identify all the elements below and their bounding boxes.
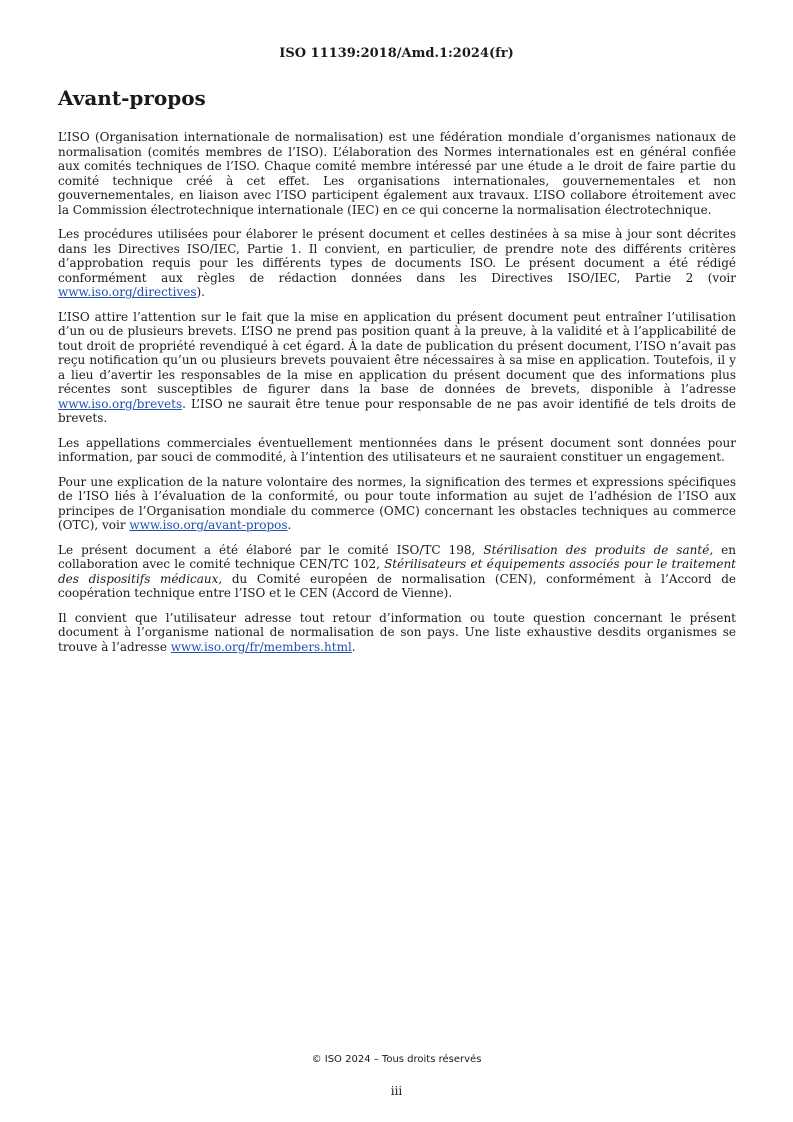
page-number: iii <box>390 1084 403 1098</box>
paragraph-3-end: . L’ISO ne saurait être tenue pour responsable de ne pas avoir identifié de tels droits de brevets. <box>58 396 736 425</box>
foreword-link[interactable]: www.iso.org/avant-propos <box>129 518 288 532</box>
paragraph-7-text: Il convient que l’utilisateur adresse tout retour d’information ou toute question concernant le présent document à l’organisme national de normalisation de son pays. Une liste exhaustive desdits organismes se trouve à l’adresse <box>58 610 736 654</box>
paragraph-2-end: ). <box>196 285 205 299</box>
paragraph-6-text-1: Le présent document a été élaboré par le comité ISO/TC 198, <box>58 542 484 557</box>
copyright-notice: © ISO 2024 – Tous droits réservés <box>311 1054 482 1065</box>
paragraph-2 <box>58 227 736 300</box>
paragraph-7 <box>58 611 736 655</box>
paragraph-1: L’ISO (Organisation internationale de normalisation) est une fédération mondiale d’organismes nationaux de normalisation (comités membres de l’ISO). L’élaboration des Normes internationales est en général confiée aux comités techniques de l’ISO. Chaque comité membre intéressé par une étude a le droit de faire partie du comité technique créé à cet effet. Les organisations internationales, gouvernementales et non gouvernementales, en liaison avec l’ISO participent également aux travaux. L’ISO collabore étroitement avec la Commission électrotechnique internationale (IEC) en ce qui concerne la normalisation électrotechnique. <box>58 130 736 217</box>
patents-link[interactable]: www.iso.org/brevets <box>58 396 183 411</box>
members-link[interactable]: www.iso.org/fr/members.html <box>170 639 352 654</box>
page-title: Avant-propos <box>58 86 206 110</box>
paragraph-3-text: L’ISO attire l’attention sur le fait que la mise en application du présent document peut entraîner l’utilisation d’un ou de plusieurs brevets. L’ISO ne prend pas position quant à la preuve, à la validité et à l’applicabilité de tout droit de propriété revendiqué à cet égard. À la date de publication du présent document, l’ISO n’avait pas reçu notification qu’un ou plusieurs brevets pouvaient être nécessaires à sa mise en application. Toutefois, il y a lieu d’avertir les responsables de la mise en application du présent document que des informations plus récentes sont susceptibles de figurer dans la base de données de brevets, disponible à l’adresse <box>58 309 736 396</box>
paragraph-6-text-3: du Comité européen de normalisation (CEN), conformément à l’Accord de coopération technique entre l’ISO et le CEN (Accord de Vienne). <box>58 571 736 600</box>
directives-link[interactable]: www.iso.org/directives <box>58 285 197 299</box>
paragraph-4: Les appellations commerciales éventuellement mentionnées dans le présent document sont données pour information, par souci de commodité, à l’intention des utilisateurs et ne sauraient constituer un engagement. <box>58 435 736 464</box>
paragraph-6-italic-1: Stérilisation des produits de santé, <box>483 542 714 557</box>
paragraph-5-end: . <box>287 518 292 532</box>
paragraph-7-end: . <box>351 639 356 654</box>
document-body <box>58 130 736 664</box>
paragraph-5-text: Pour une explication de la nature volontaire des normes, la signification des termes et expressions spécifiques de l’ISO liés à l’évaluation de la conformité, ou pour toute information au sujet de l’adhésion de l’ISO aux principes de l’Organisation mondiale du commerce (OMC) concernant les obstacles techniques au commerce (OTC), voir <box>58 474 736 532</box>
paragraph-6 <box>58 543 736 601</box>
paragraph-2-text: Les procédures utilisées pour élaborer le présent document et celles destinées à sa mise à jour sont décrites dans les Directives ISO/IEC, Partie 1. Il convient, en particulier, de prendre note des différents critères d’approbation requis pour les différents types de documents ISO. Le présent document a été rédigé conformément aux règles de rédaction données dans les Directives ISO/IEC, Partie 2 (voir <box>58 227 736 285</box>
paragraph-6-italic-2: Stérilisateurs et équipements associés pour le traitement des dispositifs médicaux, <box>58 557 736 586</box>
document-header: ISO 11139:2018/Amd.1:2024(fr) <box>279 46 514 61</box>
paragraph-3 <box>58 310 736 426</box>
paragraph-6-text-2: en collaboration avec le comité technique CEN/TC 102, <box>58 542 737 571</box>
paragraph-5 <box>58 475 736 533</box>
